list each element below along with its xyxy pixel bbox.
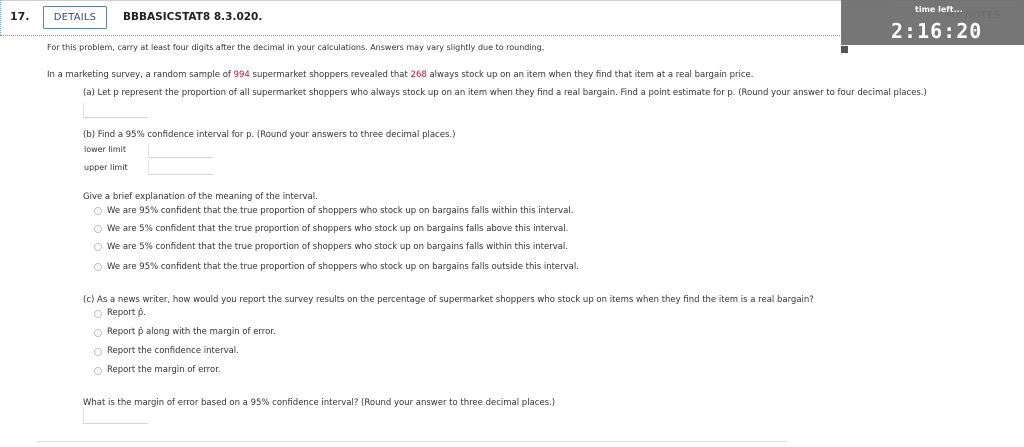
explanation-prompt: Give a brief explanation of the meaning of the interval. <box>83 192 318 202</box>
timer-caption: time left... <box>915 5 963 14</box>
interval-option-2-label: We are 5% confident that the true proportion of shoppers who stock up on bargains falls above this interval. <box>107 224 569 234</box>
upper-limit-label: upper limit <box>84 163 128 172</box>
question-number: 17. <box>10 10 30 23</box>
interval-option-3-label: We are 5% confident that the true proportion of shoppers who stock up on bargains falls within this interval. <box>107 242 568 252</box>
intro-between: supermarket shoppers revealed that <box>252 70 408 80</box>
part-c-prompt: (c) As a news writer, how would you report the survey results on the percentage of supermarket shoppers who stock up on items when they find the item is a real bargain? <box>83 295 814 305</box>
instructions-text: For this problem, carry at least four digits after the decimal in your calculations. Answers may vary slightly due to rounding. <box>47 43 545 52</box>
report-option-3-label: Report the confidence interval. <box>107 346 239 356</box>
part-b-prompt: (b) Find a 95% confidence interval for p. (Round your answers to three decimal places.) <box>83 130 456 140</box>
report-option-1-radio[interactable] <box>94 310 102 318</box>
intro-after: always stock up on an item when they find that item at a real bargain price. <box>429 70 754 80</box>
report-option-3-radio[interactable] <box>94 348 102 356</box>
margin-of-error-prompt: What is the margin of error based on a 95% confidence interval? (Round your answer to three decimal places.) <box>83 398 556 408</box>
timer-value: 2:16:20 <box>891 19 983 43</box>
question-id: BBBASICSTAT8 8.3.020. <box>123 11 263 23</box>
lower-limit-label: lower limit <box>84 145 127 154</box>
upper-limit-input[interactable] <box>148 160 213 175</box>
bottom-divider <box>36 441 787 442</box>
lower-limit-input[interactable] <box>148 143 213 158</box>
interval-option-4-radio[interactable] <box>94 263 102 271</box>
report-option-2-label: Report p̂ along with the margin of error. <box>107 327 276 337</box>
report-option-4-radio[interactable] <box>94 367 102 375</box>
header-left-border <box>0 0 1 35</box>
timer-panel <box>841 0 1024 45</box>
part-a-prompt: (a) Let p represent the proportion of all supermarket shoppers who always stock up on an item when they find a real bargain. Find a point estimate for p. (Round your answer to four decimal places.) <box>83 88 927 98</box>
sample-size-value: 994 <box>233 70 250 80</box>
interval-option-4-label: We are 95% confident that the true proportion of shoppers who stock up on bargains falls outside this interval. <box>107 262 579 272</box>
interval-option-1-label: We are 95% confident that the true proportion of shoppers who stock up on bargains falls within this interval. <box>107 206 574 216</box>
point-estimate-input[interactable] <box>83 103 148 118</box>
report-option-4-label: Report the margin of error. <box>107 365 221 375</box>
margin-of-error-input[interactable] <box>83 409 148 424</box>
problem-statement <box>47 70 753 80</box>
intro-before-n: In a marketing survey, a random sample of <box>47 70 231 80</box>
interval-option-1-radio[interactable] <box>94 207 102 215</box>
interval-option-2-radio[interactable] <box>94 225 102 233</box>
successes-value: 268 <box>410 70 427 80</box>
report-option-2-radio[interactable] <box>94 329 102 337</box>
collapse-arrow-icon[interactable] <box>841 46 848 53</box>
report-option-1-label: Report p̂. <box>107 308 146 318</box>
details-button[interactable]: DETAILS <box>43 6 107 29</box>
interval-option-3-radio[interactable] <box>94 243 102 251</box>
